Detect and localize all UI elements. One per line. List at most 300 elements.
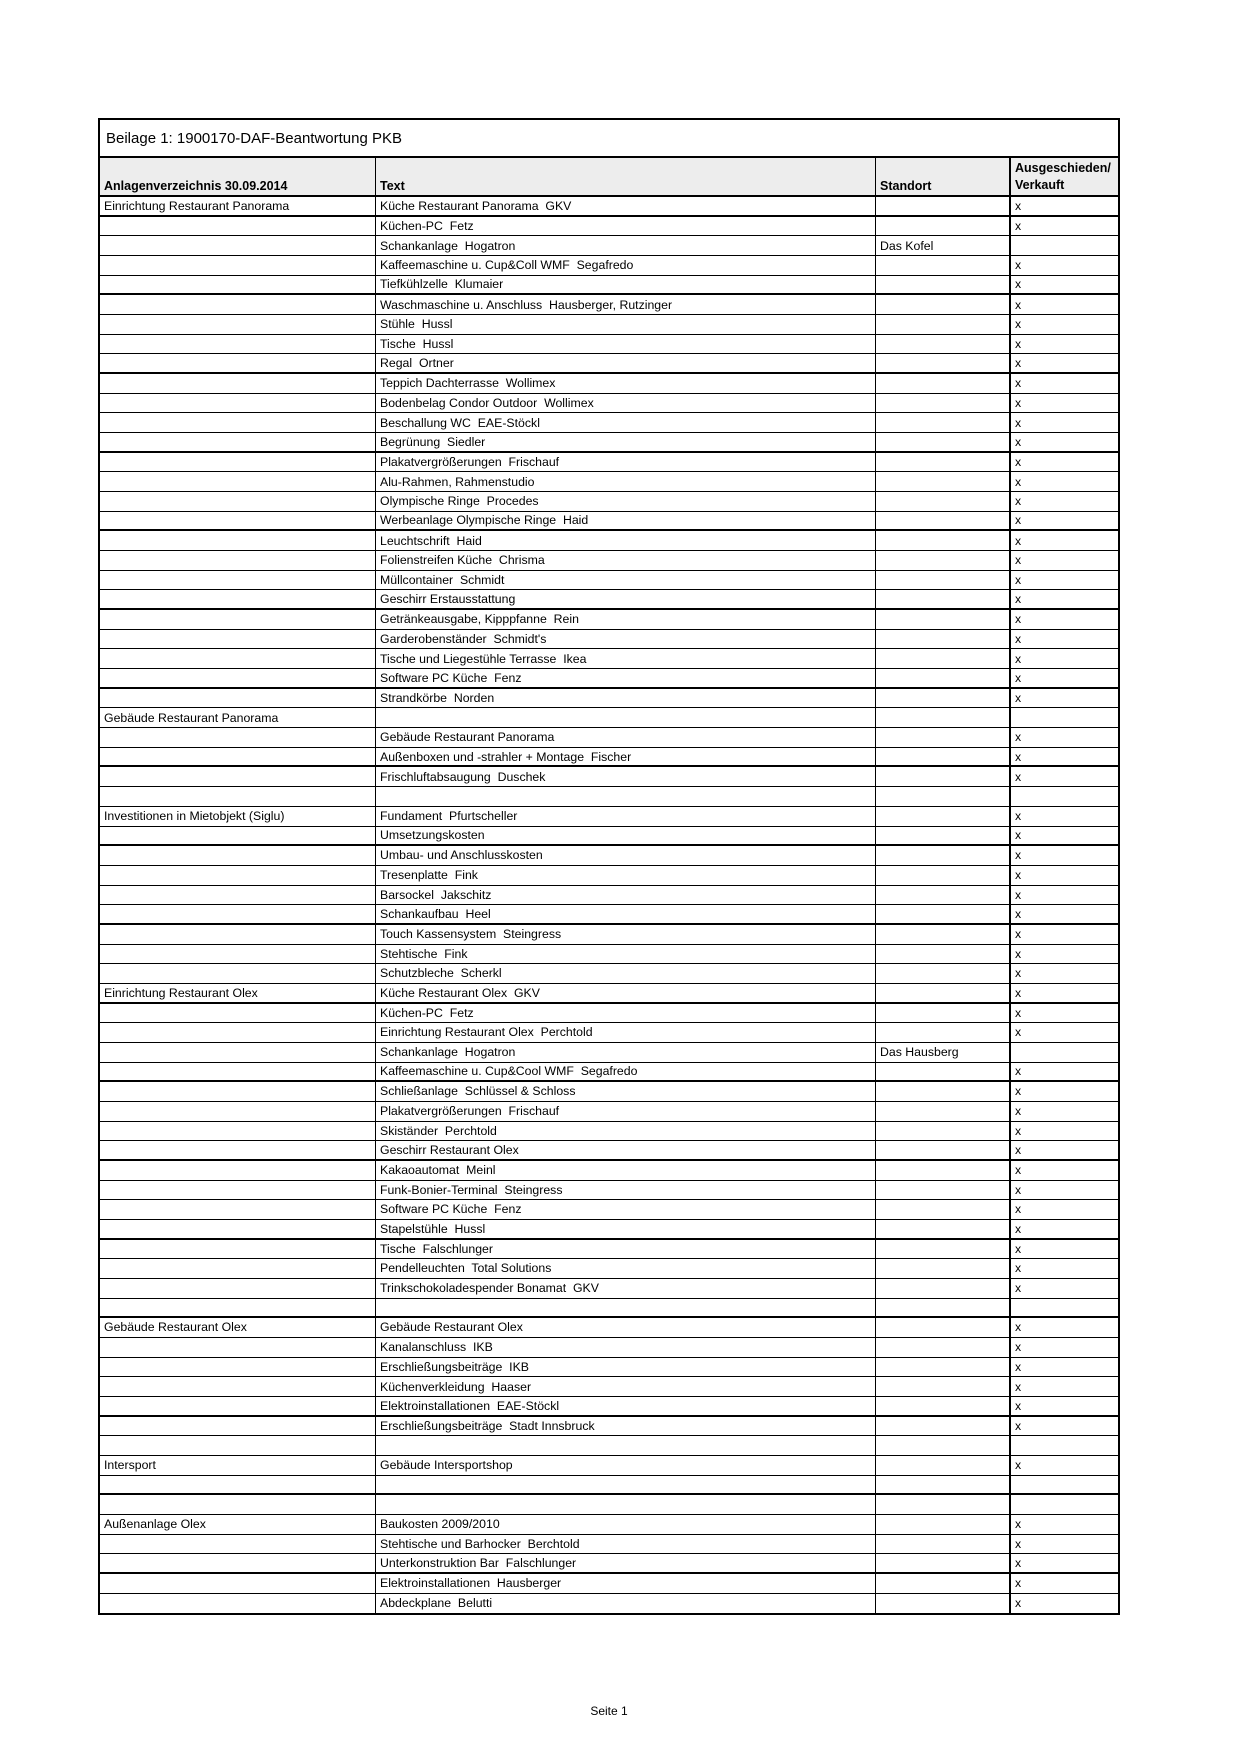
table-row: [100, 689, 1118, 709]
table-row: [100, 1043, 1118, 1063]
cell-text: Gebäude Restaurant Olex: [375, 1318, 875, 1337]
cell-anlagenverzeichnis: [100, 472, 375, 491]
cell-anlagenverzeichnis: Gebäude Restaurant Panorama: [104, 710, 279, 725]
cell-standort: [875, 748, 1009, 766]
table-row: [100, 984, 1118, 1004]
cell-anlagenverzeichnis: [100, 295, 375, 314]
cell-standort: [875, 413, 1009, 432]
cell-anlagenverzeichnis: [100, 1436, 375, 1455]
cell-ausgeschieden-verkauft: [1009, 1495, 1118, 1514]
cell-standort: [875, 315, 1009, 334]
cell-standort: [875, 1023, 1009, 1042]
cell-ausgeschieden-verkauft: x: [1009, 453, 1118, 472]
cell-text: Garderobenständer Schmidt's: [375, 630, 875, 649]
table-row: [100, 1436, 1118, 1456]
cell-standort: [875, 1161, 1009, 1180]
cell-standort: [875, 1574, 1009, 1593]
table-row: [100, 236, 1118, 256]
cell-standort: [875, 1495, 1009, 1514]
cell-anlagenverzeichnis: [100, 866, 375, 885]
cell-standort: [875, 866, 1009, 885]
table-row: [100, 1141, 1118, 1161]
cell-text: Regal Ortner: [375, 354, 875, 372]
cell-text: Geschirr Erstausstattung: [375, 590, 875, 608]
cell-text: Touch Kassensystem Steingress: [375, 925, 875, 944]
cell-ausgeschieden-verkauft: x: [1009, 1377, 1118, 1396]
table-row: [100, 1200, 1118, 1220]
table-row: [100, 807, 1118, 827]
cell-ausgeschieden-verkauft: x: [1009, 1220, 1118, 1238]
cell-anlagenverzeichnis: [100, 236, 375, 255]
cell-text: Unterkonstruktion Bar Falschlunger: [375, 1554, 875, 1572]
cell-ausgeschieden-verkauft: x: [1009, 512, 1118, 530]
table-row: [100, 767, 1118, 787]
cell-text: Teppich Dachterrasse Wollimex: [375, 374, 875, 393]
cell-anlagenverzeichnis: [100, 1338, 375, 1357]
cell-text: Frischluftabsaugung Duschek: [375, 767, 875, 786]
cell-text: Schankaufbau Heel: [375, 905, 875, 923]
cell-text: Schutzbleche Scherkl: [375, 964, 875, 983]
table-row: [100, 1082, 1118, 1102]
table-row: [100, 1417, 1118, 1437]
cell-ausgeschieden-verkauft: x: [1009, 630, 1118, 649]
cell-standort: [875, 1535, 1009, 1554]
cell-anlagenverzeichnis: [100, 1063, 375, 1081]
cell-standort: [875, 649, 1009, 668]
cell-ausgeschieden-verkauft: x: [1009, 256, 1118, 275]
table-row: [100, 256, 1118, 276]
table-row: [100, 708, 1118, 728]
cell-ausgeschieden-verkauft: x: [1009, 767, 1118, 786]
table-row: [100, 1181, 1118, 1201]
cell-standort: [875, 728, 1009, 747]
table-row: [100, 1004, 1118, 1024]
cell-text: Müllcontainer Schmidt: [375, 571, 875, 590]
cell-ausgeschieden-verkauft: x: [1009, 1456, 1118, 1475]
cell-standort: [875, 335, 1009, 354]
cell-anlagenverzeichnis: [100, 590, 375, 608]
table-header-row: [100, 158, 1118, 197]
table-row: [100, 571, 1118, 591]
cell-standort: [875, 1181, 1009, 1200]
cell-anlagenverzeichnis: [100, 610, 375, 629]
cell-anlagenverzeichnis: [100, 335, 375, 354]
cell-standort: [875, 571, 1009, 590]
cell-text: Strandkörbe Norden: [375, 689, 875, 708]
cell-ausgeschieden-verkauft: x: [1009, 1141, 1118, 1159]
cell-ausgeschieden-verkauft: [1009, 1436, 1118, 1455]
table-row: [100, 1240, 1118, 1260]
table-row: [100, 1220, 1118, 1240]
cell-anlagenverzeichnis: [100, 1102, 375, 1121]
cell-text: Kaffeemaschine u. Cup&Coll WMF Segafredo: [375, 256, 875, 275]
table-row: [100, 1535, 1118, 1555]
cell-anlagenverzeichnis: Außenanlage Olex: [104, 1517, 206, 1532]
cell-standort: [875, 1220, 1009, 1238]
cell-anlagenverzeichnis: [100, 1476, 375, 1494]
table-row: [100, 787, 1118, 807]
table-row: [100, 354, 1118, 374]
table-row: [100, 433, 1118, 453]
cell-text: Küchenverkleidung Haaser: [375, 1377, 875, 1396]
cell-text: [375, 787, 875, 806]
cell-ausgeschieden-verkauft: x: [1009, 807, 1118, 826]
cell-ausgeschieden-verkauft: x: [1009, 728, 1118, 747]
cell-standort: [875, 1141, 1009, 1159]
cell-standort: [875, 807, 1009, 826]
cell-standort: [875, 492, 1009, 511]
cell-standort: [875, 1456, 1009, 1475]
cell-text: Schankanlage Hogatron: [375, 1043, 875, 1062]
cell-anlagenverzeichnis: [100, 787, 375, 806]
cell-anlagenverzeichnis: [100, 1574, 375, 1593]
cell-text: Skiständer Perchtold: [375, 1122, 875, 1141]
cell-anlagenverzeichnis: [100, 1043, 375, 1062]
cell-ausgeschieden-verkauft: x: [1009, 551, 1118, 570]
cell-ausgeschieden-verkauft: x: [1009, 905, 1118, 923]
table-row: [100, 1456, 1118, 1476]
table-title: Beilage 1: 1900170-DAF-Beantwortung PKB: [100, 120, 1118, 158]
cell-text: Stehtische und Barhocker Berchtold: [375, 1535, 875, 1554]
cell-ausgeschieden-verkauft: x: [1009, 1122, 1118, 1141]
cell-anlagenverzeichnis: [100, 453, 375, 472]
cell-ausgeschieden-verkauft: [1009, 1043, 1118, 1062]
cell-ausgeschieden-verkauft: x: [1009, 1259, 1118, 1278]
table-row: [100, 197, 1118, 217]
cell-text: Software PC Küche Fenz: [375, 669, 875, 687]
cell-anlagenverzeichnis: [100, 256, 375, 275]
table-row: [100, 1122, 1118, 1142]
cell-standort: [875, 945, 1009, 964]
cell-ausgeschieden-verkauft: x: [1009, 590, 1118, 608]
cell-ausgeschieden-verkauft: x: [1009, 610, 1118, 629]
cell-anlagenverzeichnis: [100, 846, 375, 865]
table-row: [100, 1299, 1118, 1319]
cell-ausgeschieden-verkauft: x: [1009, 1279, 1118, 1298]
cell-ausgeschieden-verkauft: x: [1009, 335, 1118, 354]
table-row: [100, 472, 1118, 492]
cell-ausgeschieden-verkauft: x: [1009, 748, 1118, 766]
cell-text: Einrichtung Restaurant Olex Perchtold: [375, 1023, 875, 1042]
table-row: [100, 1515, 1118, 1535]
cell-standort: [875, 1554, 1009, 1572]
cell-anlagenverzeichnis: [100, 1299, 375, 1317]
cell-anlagenverzeichnis: [100, 512, 375, 530]
cell-text: Elektroinstallationen Hausberger: [375, 1574, 875, 1593]
cell-standort: [875, 1397, 1009, 1415]
cell-standort: [875, 1594, 1009, 1614]
cell-anlagenverzeichnis: [100, 630, 375, 649]
table-row: [100, 925, 1118, 945]
cell-standort: [875, 394, 1009, 413]
cell-text: Küche Restaurant Panorama GKV: [375, 197, 875, 215]
cell-text: Funk-Bonier-Terminal Steingress: [375, 1181, 875, 1200]
cell-ausgeschieden-verkauft: x: [1009, 925, 1118, 944]
cell-anlagenverzeichnis: [100, 1417, 375, 1436]
cell-anlagenverzeichnis: [100, 649, 375, 668]
cell-text: Abdeckplane Belutti: [375, 1594, 875, 1614]
cell-anlagenverzeichnis: [100, 1220, 375, 1238]
cell-standort: [875, 256, 1009, 275]
page-number: Seite 1: [590, 1704, 628, 1718]
cell-anlagenverzeichnis: [100, 689, 375, 708]
cell-standort: [875, 787, 1009, 806]
cell-standort: Das Kofel: [875, 236, 1009, 255]
cell-standort: [875, 964, 1009, 983]
cell-text: Stehtische Fink: [375, 945, 875, 964]
cell-text: Stühle Hussl: [375, 315, 875, 334]
cell-text: Tische und Liegestühle Terrasse Ikea: [375, 649, 875, 668]
cell-anlagenverzeichnis: [100, 1495, 375, 1514]
cell-ausgeschieden-verkauft: x: [1009, 689, 1118, 708]
cell-standort: [875, 1240, 1009, 1259]
table-row: [100, 551, 1118, 571]
table-row: [100, 1574, 1118, 1594]
cell-ausgeschieden-verkauft: x: [1009, 354, 1118, 372]
cell-text: Olympische Ringe Procedes: [375, 492, 875, 511]
cell-standort: [875, 925, 1009, 944]
cell-standort: [875, 1417, 1009, 1436]
cell-standort: [875, 767, 1009, 786]
cell-text: Beschallung WC EAE-Stöckl: [375, 413, 875, 432]
cell-anlagenverzeichnis: [100, 728, 375, 747]
cell-anlagenverzeichnis: [100, 1377, 375, 1396]
cell-anlagenverzeichnis: Intersport: [104, 1458, 156, 1473]
cell-standort: [875, 433, 1009, 451]
table-body: [100, 197, 1118, 1613]
cell-anlagenverzeichnis: [100, 1023, 375, 1042]
cell-anlagenverzeichnis: [100, 1141, 375, 1159]
table-row: [100, 1377, 1118, 1397]
cell-ausgeschieden-verkauft: x: [1009, 1594, 1118, 1614]
table-row: [100, 1358, 1118, 1378]
cell-ausgeschieden-verkauft: x: [1009, 1200, 1118, 1219]
table-row: [100, 315, 1118, 335]
table-row: [100, 905, 1118, 925]
cell-text: [375, 1476, 875, 1494]
cell-standort: [875, 1338, 1009, 1357]
cell-anlagenverzeichnis: [100, 551, 375, 570]
cell-ausgeschieden-verkauft: x: [1009, 1181, 1118, 1200]
cell-anlagenverzeichnis: [100, 925, 375, 944]
cell-standort: [875, 827, 1009, 845]
cell-anlagenverzeichnis: [100, 1161, 375, 1180]
cell-anlagenverzeichnis: [100, 394, 375, 413]
cell-anlagenverzeichnis: Investitionen in Mietobjekt (Siglu): [104, 809, 285, 824]
cell-anlagenverzeichnis: [100, 1397, 375, 1415]
header-ausgeschieden-line2: Verkauft: [1015, 177, 1065, 192]
table-row: [100, 649, 1118, 669]
cell-text: Fundament Pfurtscheller: [375, 807, 875, 826]
cell-anlagenverzeichnis: [100, 354, 375, 372]
cell-ausgeschieden-verkauft: x: [1009, 1318, 1118, 1337]
cell-ausgeschieden-verkauft: x: [1009, 866, 1118, 885]
cell-anlagenverzeichnis: Einrichtung Restaurant Panorama: [104, 198, 290, 213]
table-row: [100, 531, 1118, 551]
table-row: [100, 886, 1118, 906]
cell-standort: [875, 905, 1009, 923]
cell-standort: [875, 689, 1009, 708]
cell-text: Alu-Rahmen, Rahmenstudio: [375, 472, 875, 491]
cell-anlagenverzeichnis: Einrichtung Restaurant Olex: [104, 985, 258, 1000]
cell-text: Trinkschokoladespender Bonamat GKV: [375, 1279, 875, 1298]
table-row: [100, 964, 1118, 984]
table-row: [100, 394, 1118, 414]
cell-anlagenverzeichnis: [100, 1535, 375, 1554]
cell-text: Schankanlage Hogatron: [375, 236, 875, 255]
header-anlagenverzeichnis: Anlagenverzeichnis 30.09.2014: [104, 179, 288, 193]
cell-text: Küche Restaurant Olex GKV: [375, 984, 875, 1002]
cell-ausgeschieden-verkauft: x: [1009, 1063, 1118, 1081]
cell-anlagenverzeichnis: [100, 945, 375, 964]
cell-anlagenverzeichnis: [100, 1200, 375, 1219]
cell-text: Plakatvergrößerungen Frischauf: [375, 1102, 875, 1121]
cell-text: Außenboxen und -strahler + Montage Fischer: [375, 748, 875, 766]
cell-ausgeschieden-verkauft: [1009, 1299, 1118, 1317]
cell-text: Küchen-PC Fetz: [375, 1004, 875, 1023]
cell-ausgeschieden-verkauft: x: [1009, 531, 1118, 550]
cell-ausgeschieden-verkauft: x: [1009, 315, 1118, 334]
table-row: [100, 827, 1118, 847]
table-row: [100, 295, 1118, 315]
table-row: [100, 1023, 1118, 1043]
cell-text: [375, 1436, 875, 1455]
cell-anlagenverzeichnis: [100, 571, 375, 590]
cell-standort: [875, 197, 1009, 215]
cell-ausgeschieden-verkauft: x: [1009, 374, 1118, 393]
cell-anlagenverzeichnis: [100, 1004, 375, 1023]
cell-text: Umsetzungskosten: [375, 827, 875, 845]
cell-anlagenverzeichnis: [100, 669, 375, 687]
cell-ausgeschieden-verkauft: x: [1009, 984, 1118, 1002]
table-row: [100, 1279, 1118, 1299]
cell-standort: [875, 531, 1009, 550]
cell-standort: [875, 1279, 1009, 1298]
cell-anlagenverzeichnis: [100, 886, 375, 905]
cell-text: Plakatvergrößerungen Frischauf: [375, 453, 875, 472]
cell-ausgeschieden-verkauft: x: [1009, 197, 1118, 215]
cell-standort: [875, 1063, 1009, 1081]
cell-text: Erschließungsbeiträge IKB: [375, 1358, 875, 1377]
cell-ausgeschieden-verkauft: x: [1009, 433, 1118, 451]
cell-anlagenverzeichnis: [100, 748, 375, 766]
cell-text: Erschließungsbeiträge Stadt Innsbruck: [375, 1417, 875, 1436]
cell-standort: [875, 1436, 1009, 1455]
cell-standort: [875, 630, 1009, 649]
cell-ausgeschieden-verkauft: x: [1009, 1397, 1118, 1415]
cell-text: Begrünung Siedler: [375, 433, 875, 451]
cell-anlagenverzeichnis: [100, 217, 375, 236]
cell-anlagenverzeichnis: [100, 1240, 375, 1259]
table-row: [100, 335, 1118, 355]
cell-standort: [875, 472, 1009, 491]
cell-standort: [875, 453, 1009, 472]
cell-text: Getränkeausgabe, Kipppfanne Rein: [375, 610, 875, 629]
cell-standort: [875, 886, 1009, 905]
table-row: [100, 413, 1118, 433]
cell-ausgeschieden-verkauft: x: [1009, 1554, 1118, 1572]
cell-text: Tresenplatte Fink: [375, 866, 875, 885]
cell-anlagenverzeichnis: [100, 1181, 375, 1200]
cell-text: Barsockel Jakschitz: [375, 886, 875, 905]
table-row: [100, 492, 1118, 512]
cell-text: Tische Falschlunger: [375, 1240, 875, 1259]
cell-standort: [875, 1377, 1009, 1396]
cell-text: Bodenbelag Condor Outdoor Wollimex: [375, 394, 875, 413]
cell-standort: [875, 1122, 1009, 1141]
cell-text: Kaffeemaschine u. Cup&Cool WMF Segafredo: [375, 1063, 875, 1081]
cell-ausgeschieden-verkauft: x: [1009, 649, 1118, 668]
header-standort: Standort: [875, 158, 1009, 195]
cell-standort: [875, 1318, 1009, 1337]
cell-standort: [875, 374, 1009, 393]
cell-standort: [875, 295, 1009, 314]
cell-standort: [875, 708, 1009, 727]
cell-ausgeschieden-verkauft: x: [1009, 1004, 1118, 1023]
table-row: [100, 846, 1118, 866]
table-row: [100, 866, 1118, 886]
cell-text: Kanalanschluss IKB: [375, 1338, 875, 1357]
cell-ausgeschieden-verkauft: x: [1009, 886, 1118, 905]
cell-ausgeschieden-verkauft: x: [1009, 1240, 1118, 1259]
cell-anlagenverzeichnis: [100, 1082, 375, 1101]
cell-text: Werbeanlage Olympische Ringe Haid: [375, 512, 875, 530]
table-row: [100, 1063, 1118, 1083]
cell-anlagenverzeichnis: [100, 1594, 375, 1614]
table-row: [100, 669, 1118, 689]
cell-ausgeschieden-verkauft: x: [1009, 1338, 1118, 1357]
cell-text: Schließanlage Schlüssel & Schloss: [375, 1082, 875, 1101]
cell-anlagenverzeichnis: [100, 492, 375, 511]
cell-standort: [875, 1259, 1009, 1278]
cell-text: Folienstreifen Küche Chrisma: [375, 551, 875, 570]
header-text: Text: [375, 158, 875, 195]
cell-text: Umbau- und Anschlusskosten: [375, 846, 875, 865]
cell-text: Geschirr Restaurant Olex: [375, 1141, 875, 1159]
cell-ausgeschieden-verkauft: [1009, 1476, 1118, 1494]
cell-ausgeschieden-verkauft: x: [1009, 964, 1118, 983]
cell-text: Tische Hussl: [375, 335, 875, 354]
cell-anlagenverzeichnis: [100, 1358, 375, 1377]
cell-ausgeschieden-verkauft: x: [1009, 1102, 1118, 1121]
cell-anlagenverzeichnis: [100, 276, 375, 294]
header-ausgeschieden-verkauft: [1009, 158, 1118, 195]
cell-text: [375, 1299, 875, 1317]
cell-standort: [875, 1476, 1009, 1494]
cell-text: Elektroinstallationen EAE-Stöckl: [375, 1397, 875, 1415]
cell-standort: [875, 610, 1009, 629]
cell-ausgeschieden-verkauft: x: [1009, 1082, 1118, 1101]
cell-standort: [875, 1299, 1009, 1317]
cell-text: [375, 708, 875, 727]
cell-ausgeschieden-verkauft: x: [1009, 472, 1118, 491]
asset-register-table: [98, 118, 1120, 1615]
cell-ausgeschieden-verkauft: x: [1009, 945, 1118, 964]
cell-ausgeschieden-verkauft: [1009, 708, 1118, 727]
table-row: [100, 728, 1118, 748]
cell-ausgeschieden-verkauft: x: [1009, 827, 1118, 845]
table-row: [100, 610, 1118, 630]
table-row: [100, 1338, 1118, 1358]
table-row: [100, 1318, 1118, 1338]
cell-anlagenverzeichnis: [100, 1259, 375, 1278]
cell-text: Tiefkühlzelle Klumaier: [375, 276, 875, 294]
cell-ausgeschieden-verkauft: x: [1009, 492, 1118, 511]
cell-standort: Das Hausberg: [875, 1043, 1009, 1062]
cell-ausgeschieden-verkauft: x: [1009, 1358, 1118, 1377]
cell-ausgeschieden-verkauft: [1009, 236, 1118, 255]
cell-ausgeschieden-verkauft: x: [1009, 571, 1118, 590]
